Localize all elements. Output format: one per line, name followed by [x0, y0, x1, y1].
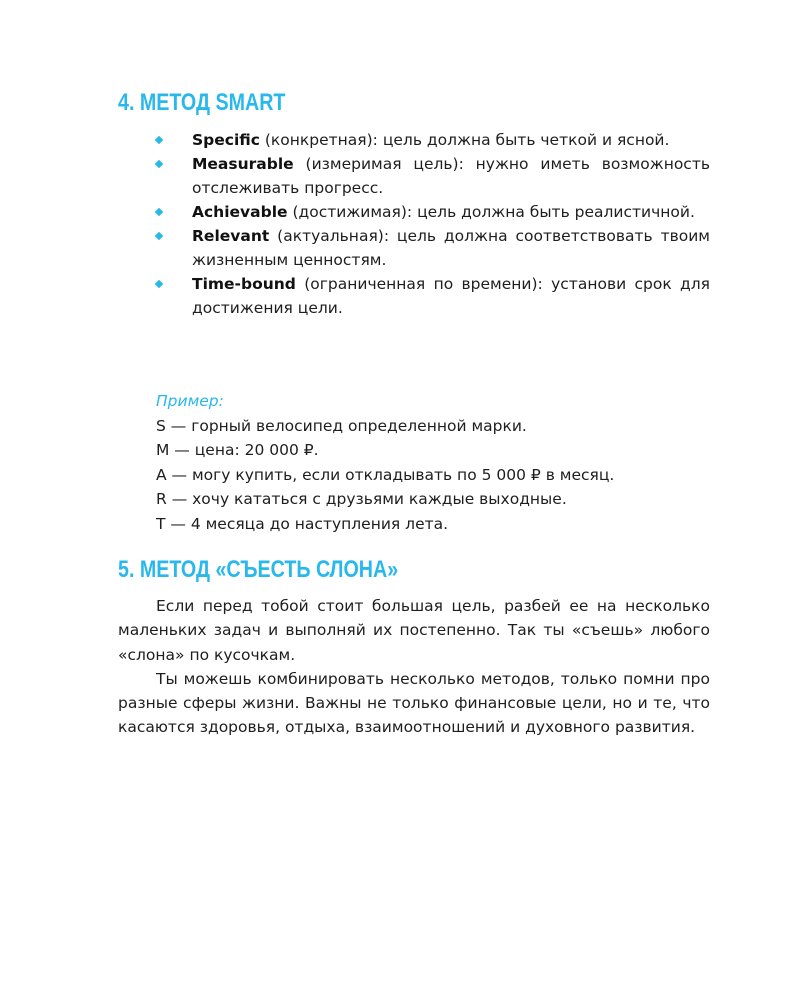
bullet-diamond-icon: [155, 160, 163, 168]
list-item: [156, 272, 710, 320]
criterion-text: (ограниченная по времени): установи срок для достижения цели.: [192, 275, 710, 317]
bullet-diamond-icon: [155, 208, 163, 216]
criterion-text: (достижимая): цель должна быть реалистичной.: [287, 203, 695, 221]
bullet-diamond-icon: [155, 136, 163, 144]
list-item: [156, 152, 710, 200]
criterion-term: Achievable: [192, 203, 288, 221]
bullet-diamond-icon: [155, 280, 163, 288]
example-line: S — горный велосипед определенной марки.: [156, 416, 527, 435]
list-item: [156, 128, 710, 152]
paragraph: Ты можешь комбинировать несколько методов, только помни про разные сферы жизни. Важны не только финансовые цели, но и те, что касаются здоровья, отдыха, взаимоотношений и духовного развития.: [118, 669, 710, 737]
criterion-term: Relevant: [192, 227, 270, 245]
criterion-text: (актуальная): цель должна соответствовать твоим жизненным ценностям.: [192, 227, 710, 269]
criterion-term: Specific: [192, 131, 260, 149]
smart-criteria-list: [156, 128, 710, 320]
example-block: [156, 389, 716, 536]
example-line: A — могу купить, если откладывать по 5 000 ₽ в месяц.: [156, 465, 615, 484]
criterion-term: Measurable: [192, 155, 294, 173]
elephant-body: [118, 594, 710, 740]
criterion-term: Time-bound: [192, 275, 296, 293]
criterion-text: (измеримая цель): нужно иметь возможность отслеживать прогресс.: [192, 155, 710, 197]
section-heading-elephant: 5. МЕТОД «СЪЕСТЬ СЛОНА»: [118, 556, 399, 583]
section-heading-smart: 4. МЕТОД SMART: [118, 89, 286, 116]
list-item: [156, 224, 710, 272]
list-item: [156, 200, 710, 224]
example-line: R — хочу кататься с друзьями каждые выходные.: [156, 490, 567, 508]
example-line: T — 4 месяца до наступления лета.: [156, 514, 449, 533]
bullet-diamond-icon: [155, 232, 163, 240]
example-line: M — цена: 20 000 ₽.: [156, 441, 319, 459]
criterion-text: (конкретная): цель должна быть четкой и ясной.: [259, 131, 670, 149]
example-label: Пример:: [156, 392, 224, 410]
paragraph: Если перед тобой стоит большая цель, разбей ее на несколько маленьких задач и выполняй их постепенно. Так ты «съешь» любого «слона» по кусочкам.: [118, 597, 710, 664]
